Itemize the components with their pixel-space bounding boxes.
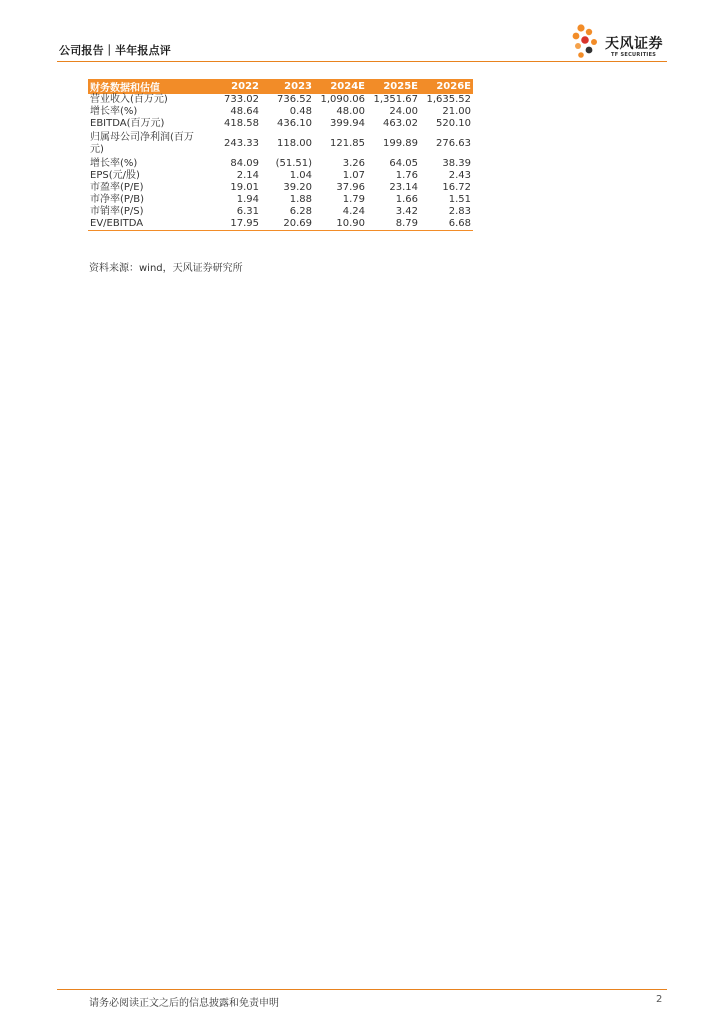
table-row [88,158,473,170]
table-cell: 48.00 [336,106,365,117]
table-cell: 4.24 [342,206,365,217]
table-cell: 243.33 [224,138,259,149]
page-number: 2 [656,994,663,1005]
table-cell: 2.83 [448,206,471,217]
table-cell: 17.95 [208,218,261,231]
table-header-row [88,79,473,94]
table-cell: 21.00 [442,106,471,117]
table-cell: 1.04 [289,170,312,181]
table-cell: 1.79 [342,194,365,205]
table-cell: 2.14 [236,170,259,181]
logo-name-en: TF SECURITIES [611,52,657,58]
row-label: 增长率(%) [90,158,138,169]
report-type-title: 公司报告｜半年报点评 [59,44,171,57]
table-cell: 0.48 [289,106,312,117]
row-label: 归属母公司净利润(百万元) [90,132,194,155]
table-cell: 1,090.06 [320,94,365,105]
table-cell: 3.42 [395,206,418,217]
table-cell: 6.68 [420,218,473,231]
table-cell: 1.76 [395,170,418,181]
table-header-label: 财务数据和估值 [88,79,208,94]
table-cell: 23.14 [389,182,418,193]
financial-data-table [88,79,473,231]
table-cell: 48.64 [230,106,259,117]
table-cell: 16.72 [442,182,471,193]
table-row [88,94,473,106]
table-cell: 1,635.52 [426,94,471,105]
table-cell: 436.10 [277,118,312,129]
table-cell: 10.90 [314,218,367,231]
row-label: 增长率(%) [90,106,138,117]
row-label: 市净率(P/B) [90,194,145,205]
table-cell: 64.05 [389,158,418,169]
table-cell: 38.39 [442,158,471,169]
row-label: 市盈率(P/E) [90,182,144,193]
table-cell: 1.66 [395,194,418,205]
table-cell: 736.52 [277,94,312,105]
table-cell: 24.00 [389,106,418,117]
table-cell: 199.89 [383,138,418,149]
flower-logo-icon [569,22,603,60]
table-cell: 3.26 [342,158,365,169]
logo-name-cn: 天风证券 [605,36,663,52]
table-cell: 118.00 [277,138,312,149]
year-header: 2025E [367,79,420,94]
table-cell: 1.07 [342,170,365,181]
row-label: EPS(元/股) [90,170,140,181]
table-cell: 399.94 [330,118,365,129]
table-cell: 418.58 [224,118,259,129]
table-cell: 19.01 [230,182,259,193]
table-cell: 2.43 [448,170,471,181]
table-cell: 8.79 [367,218,420,231]
footer-disclaimer: 请务必阅读正文之后的信息披露和免责申明 [89,998,279,1009]
table-cell: 1,351.67 [373,94,418,105]
year-header: 2022 [208,79,261,94]
table-cell: 6.28 [289,206,312,217]
table-cell: 121.85 [330,138,365,149]
table-cell: 39.20 [283,182,312,193]
row-label: EV/EBITDA [88,218,208,231]
footer-divider [57,989,667,990]
table-cell: 733.02 [224,94,259,105]
table-cell: 463.02 [383,118,418,129]
row-label: 营业收入(百万元) [90,94,168,105]
row-label: 市销率(P/S) [90,206,144,217]
table-cell: (51.51) [275,158,312,169]
table-cell: 1.51 [448,194,471,205]
table-row [88,106,473,118]
table-row [88,118,473,130]
table-cell: 276.63 [436,138,471,149]
table-row [88,194,473,206]
table-cell: 20.69 [261,218,314,231]
tf-securities-logo [569,22,669,62]
table-cell: 6.31 [236,206,259,217]
table-row [88,170,473,182]
year-header: 2026E [420,79,473,94]
table-row [88,218,473,231]
table-cell: 520.10 [436,118,471,129]
table-row [88,206,473,218]
year-header: 2024E [314,79,367,94]
table-source-note: 资料来源：wind，天风证券研究所 [89,263,243,274]
table-cell: 1.94 [236,194,259,205]
table-row [88,182,473,194]
header-divider [57,61,667,62]
table-cell: 84.09 [230,158,259,169]
table-cell: 37.96 [336,182,365,193]
table-cell: 1.88 [289,194,312,205]
year-header: 2023 [261,79,314,94]
row-label: EBITDA(百万元) [90,118,165,129]
table-row [88,130,473,158]
